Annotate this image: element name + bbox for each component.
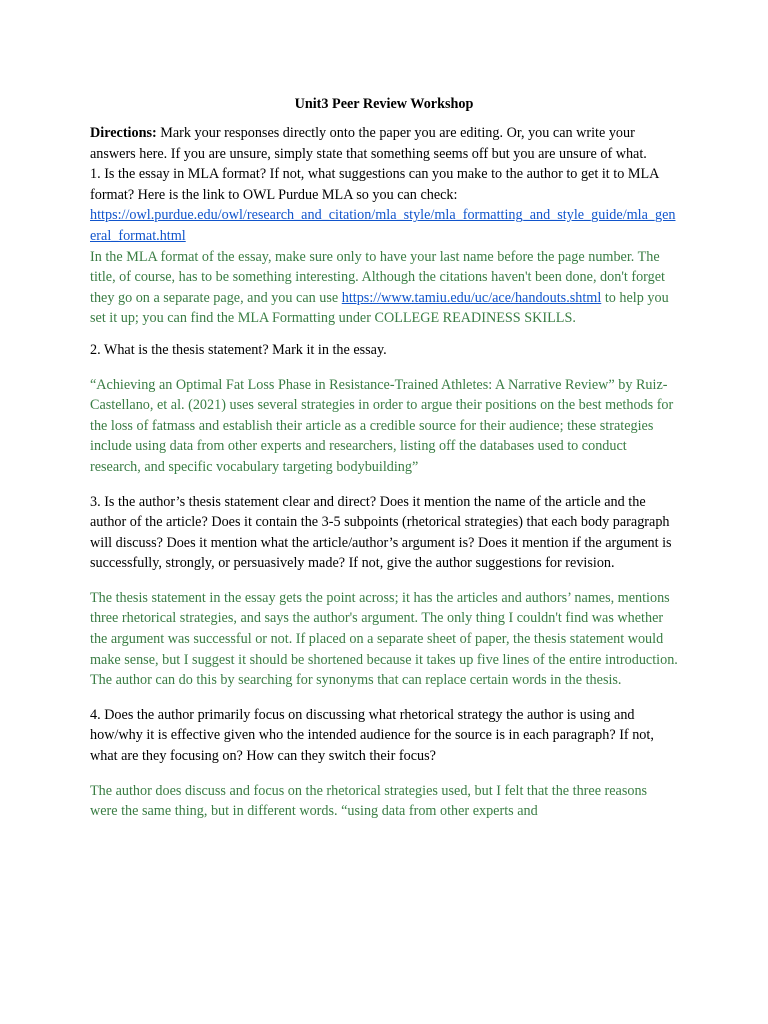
directions-label: Directions: [90,125,157,141]
directions-paragraph [90,123,678,164]
page-title: Unit3 Peer Review Workshop [294,96,474,112]
question-1-link-line [90,205,678,246]
answer-1 [90,247,678,329]
question-2: 2. What is the thesis statement? Mark it in the essay. [90,341,387,358]
answer-2: “Achieving an Optimal Fat Loss Phase in Resistance-Trained Athletes: A Narrative Review” by Ruiz-Castellano, et al. (2021) uses several strategies in order to argue their positions on the best methods for the loss of fatmass and establish their article as a credible source for their audience; these strategies include using data from other experts and researchers, listing off the databases used to conduct research, and specific vocabulary targeting bodybuilding” [90,376,674,475]
question-4: 4. Does the author primarily focus on discussing what rhetorical strategy the author is using and how/why it is effective given who the intended audience for the source is in each paragraph? If not, what are they focusing on? How can they switch their focus? [90,706,654,765]
answer-1-text-end: to help you set it up; you can find the MLA Formatting under COLLEGE READINESS SKILLS. [90,289,669,327]
owl-purdue-link[interactable]: https://owl.purdue.edu/owl/research_and_citation/mla_style/mla_formatting_and_style_guide/mla_general_format.html [90,207,676,244]
directions-text: Mark your responses directly onto the paper you are editing. Or, you can write your answers here. If you are unsure, simply state that something seems off but you are unsure of what. [90,125,647,162]
question-3: 3. Is the author’s thesis statement clear and direct? Does it mention the name of the article and the author of the article? Does it contain the 3-5 subpoints (rhetorical strategies) that each body paragraph will discuss? Does it mention what the article/author’s argument is? Does it mention if the argument is successfully, strongly, or persuasively made? If not, give the author suggestions for revision. [90,493,672,572]
answer-4: The author does discuss and focus on the rhetorical strategies used, but I felt that the three reasons were the same thing, but in different words. “using data from other experts and [90,782,648,820]
question-1: 1. Is the essay in MLA format? If not, what suggestions can you make to the author to get it to MLA format? Here is the link to OWL Purdue MLA so you can check: [90,166,659,203]
answer-1-text-start: In the MLA format of the essay, make sure only to have your last name before the page number. The title, of course, has to be something interesting. Although the citations haven't been done, don't forget they go on a separate page, and you can use [90,248,665,306]
tamiu-handouts-link[interactable]: https://www.tamiu.edu/uc/ace/handouts.shtml [341,289,602,306]
answer-3: The thesis statement in the essay gets the point across; it has the articles and authors’ names, mentions three rhetorical strategies, and says the author's argument. The only thing I couldn't find was whether the argument was successful or not. If placed on a separate sheet of paper, the thesis statement would make sense, but I suggest it should be shortened because it takes up five lines of the entire introduction. The author can do this by searching for synonyms that can replace certain words in the thesis. [90,589,678,689]
